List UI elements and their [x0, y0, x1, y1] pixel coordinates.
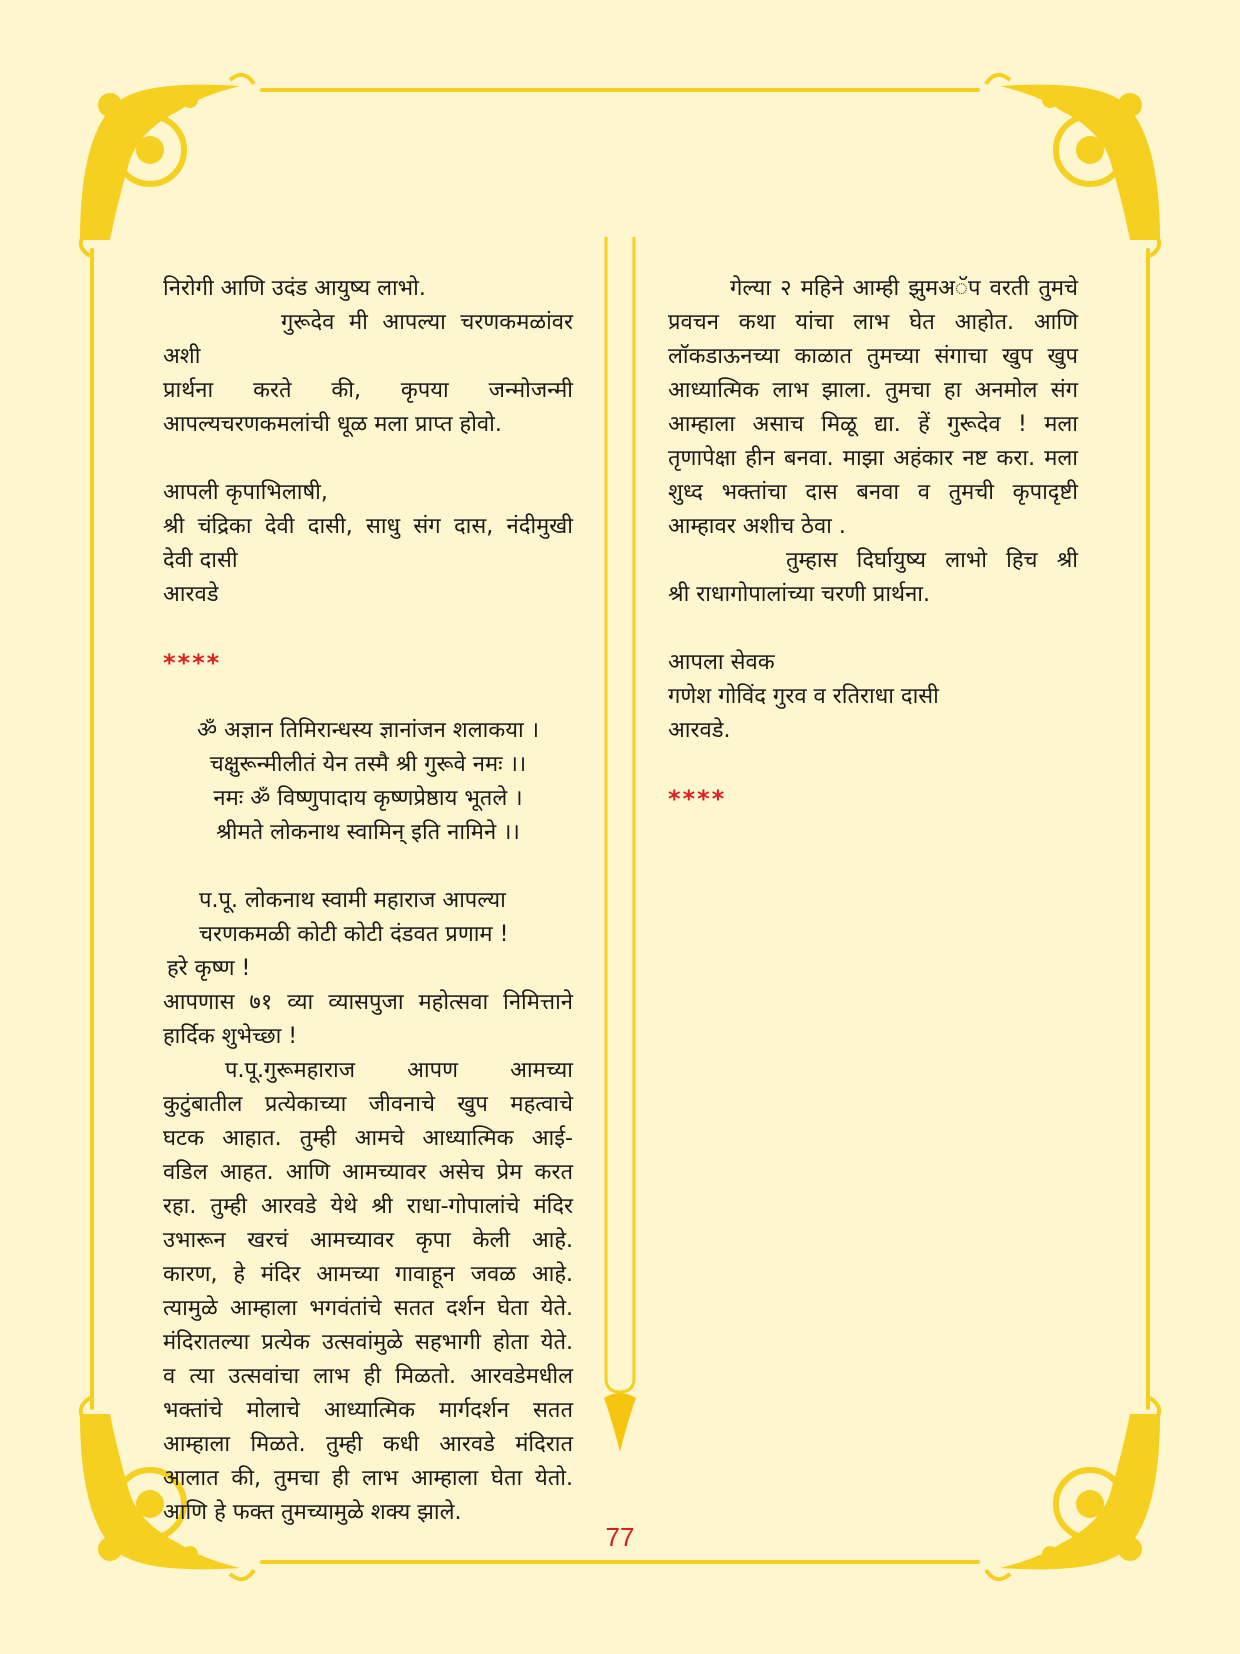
right-body-line-2: प्रवचन कथा यांचा लाभ घेत आहोत. आणि	[668, 310, 1078, 335]
right-body-line-6: तृणापेक्षा हीन बनवा. माझा अहंकार नष्ट करा. मला	[668, 446, 1078, 471]
right-column	[668, 272, 1078, 816]
left-body-line-7: कारण, हे मंदिर आमच्या गावाहून जवळ आहे.	[163, 1262, 573, 1287]
verse-line-3: नमः ॐ विष्णुपादाय कृष्णप्रेष्ठाय भूतले ।	[213, 786, 523, 811]
right-body-line-3: लॉकडाऊनच्या काळात तुमच्या संगाचा खुप खुप	[668, 344, 1078, 369]
left-body-line-5: रहा. तुम्ही आरवडे येथे श्री राधा-गोपालांचे मंदिर	[163, 1194, 573, 1219]
right-signature-line-1: आपला सेवक	[668, 650, 775, 675]
left-para-2-line-1: गुरूदेव मी आपल्या चरणकमळांवर अशी	[163, 310, 573, 369]
verse-line-1: ॐ अज्ञान तिमिरान्धस्य ज्ञानांजन शलाकया ।	[196, 718, 540, 743]
left-signature-line-4: आरवडे	[163, 582, 219, 607]
left-body-line-10: व त्या उत्सवांचा लाभ ही मिळतो. आरवडेमधील	[163, 1364, 573, 1389]
right-wish-line-1: तुम्हास दिर्घायुष्य लाभो हिच श्री	[786, 548, 1078, 573]
right-stars-divider: ****	[668, 785, 727, 813]
wish-line-2: हार्दिक शुभेच्छा !	[163, 1024, 298, 1049]
greeting-line-2: चरणकमळी कोटी कोटी दंडवत प्रणाम !	[199, 922, 509, 947]
left-body-line-4: वडिल आहत. आणि आमच्यावर असेच प्रेम करत	[163, 1160, 573, 1185]
left-para-2-line-3: आपल्यचरणकमलांची धूळ मला प्राप्त होवो.	[163, 412, 502, 437]
right-signature-line-3: आरवडे.	[668, 718, 731, 743]
left-signature-line-3: देवी दासी	[163, 548, 238, 573]
left-body-line-12: आम्हाला मिळते. तुम्ही कधी आरवडे मंदिरात	[163, 1432, 573, 1457]
left-body-line-14: आणि हे फक्त तुमच्यामुळे शक्य झाले.	[163, 1500, 462, 1525]
verse-line-2: चक्षुरून्मीलीतं येन तस्मै श्री गुरूवे नमः ।।	[209, 752, 527, 777]
right-wish-line-2: श्री राधागोपालांच्या चरणी प्रार्थना.	[668, 582, 930, 607]
left-body-line-11: भक्तांचे मोलाचे आध्यात्मिक मार्गदर्शन सतत	[163, 1398, 573, 1423]
corner-ornament-top-left	[80, 75, 254, 256]
left-body-line-9: मंदिरातल्या प्रत्येक उत्सवांमुळे सहभागी होता येते.	[163, 1330, 573, 1355]
left-para-2-line-2: प्रार्थना करते की, कृपया जन्मोजन्मी	[163, 378, 573, 403]
left-stars-divider: ****	[163, 649, 222, 677]
left-column	[163, 272, 573, 1530]
corner-ornament-top-right	[986, 75, 1160, 256]
right-body-line-8: आम्हावर अशीच ठेवा .	[668, 514, 846, 539]
left-body-line-1: प.पू.गुरूमहाराज आपण आमच्या	[225, 1058, 573, 1083]
page-number: 77	[605, 1522, 635, 1552]
greeting-line-3: हरे कृष्ण !	[167, 956, 251, 981]
left-signature-line-1: आपली कृपाभिलाषी,	[163, 480, 328, 505]
right-signature-line-2: गणेश गोविंद गुरव व रतिराधा दासी	[668, 684, 939, 709]
left-signature-line-2: श्री चंद्रिका देवी दासी, साधु संग दास, नंदीमुखी	[163, 514, 573, 539]
corner-ornament-bottom-right	[986, 1398, 1160, 1579]
verse-line-4: श्रीमते लोकनाथ स्वामिन् इति नामिने ।।	[216, 820, 520, 845]
right-body-line-5: आम्हाला असाच मिळू द्या. हें गुरूदेव ! मला	[668, 412, 1078, 437]
left-body-line-8: त्यामुळे आम्हाला भगवंतांचे सतत दर्शन घेता येते.	[163, 1296, 573, 1321]
left-body-line-13: आलात की, तुमचा ही लाभ आम्हाला घेता येतो.	[163, 1466, 573, 1491]
left-body-line-3: घटक आहात. तुम्ही आमचे आध्यात्मिक आई-	[163, 1126, 573, 1151]
drop-ornament	[604, 1393, 636, 1452]
left-body-line-6: उभारून खरचं आमच्यावर कृपा केली आहे.	[163, 1228, 573, 1253]
left-para-1: निरोगी आणि उदंड आयुष्य लाभो.	[163, 276, 426, 301]
left-body-line-2: कुटुंबातील प्रत्येकाच्या जीवनाचे खुप महत्वाचे	[163, 1092, 573, 1117]
right-body-line-7: शुध्द भक्तांचा दास बनवा व तुमची कृपादृष्टी	[668, 480, 1078, 505]
right-body-line-4: आध्यात्मिक लाभ झाला. तुमचा हा अनमोल संग	[668, 378, 1078, 403]
greeting-line-1: प.पू. लोकनाथ स्वामी महाराज आपल्या	[199, 888, 506, 913]
right-body-line-1: गेल्या २ महिने आम्ही झुमअॅप वरती तुमचे	[730, 276, 1078, 301]
wish-line-1: आपणास ७१ व्या व्यासपुजा महोत्सवा निमित्ताने	[163, 990, 573, 1015]
